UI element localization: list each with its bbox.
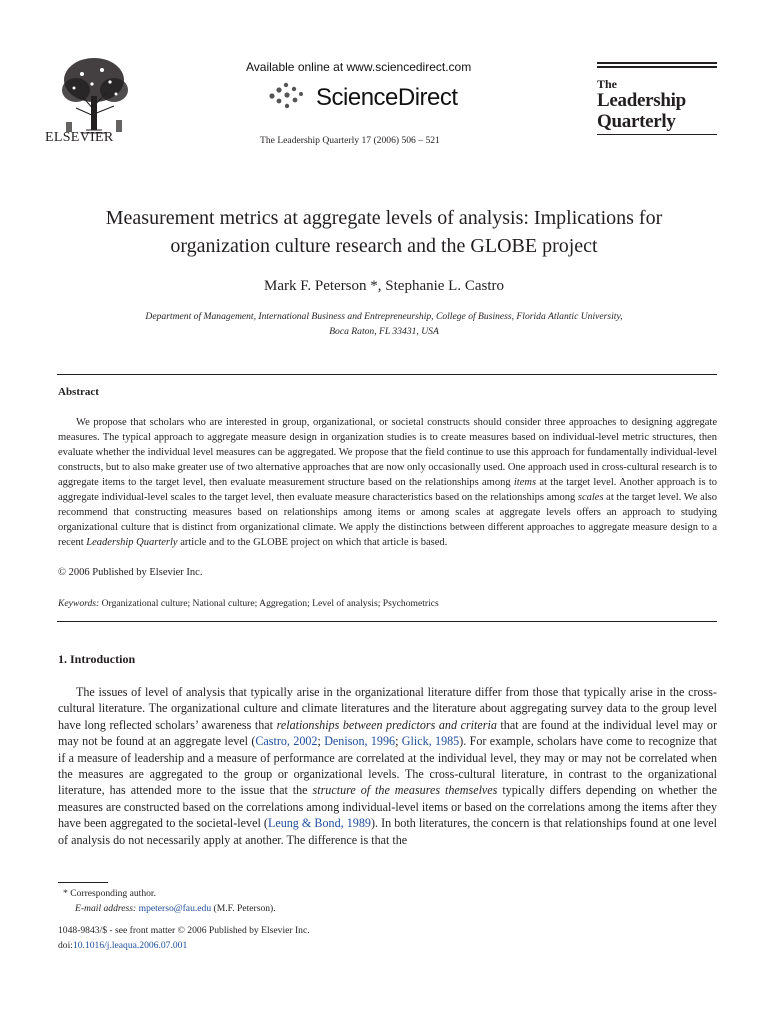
citation-link[interactable]: Denison, 1996 <box>324 734 396 749</box>
body-text-run: that are found at the individual level may or may not be found at an aggregate level ( <box>58 717 717 749</box>
body-text-run: typically differs depending on whether the measures are constructed based on the correlations among individual-level items or based on the correlations among the items after they have been aggregated to the societal-level ( <box>58 783 717 831</box>
doi-link[interactable]: 10.1016/j.leaqua.2006.07.001 <box>72 940 188 951</box>
footnote-marker: * <box>63 888 68 899</box>
email-label: E-mail address: <box>75 903 137 914</box>
section-heading: 1. Introduction <box>58 652 136 666</box>
article-title-line: Measurement metrics at aggregate levels of analysis: Implications for <box>105 207 663 229</box>
journal-citation: The Leadership Quarterly 17 (2006) 506 – 521 <box>260 135 440 146</box>
body-text-run: ). In both literatures, the concern is that relationships found at one level of analysis do not necessarily apply at another. The difference is that the <box>58 816 717 847</box>
keywords-label: Keywords: <box>58 598 100 609</box>
author-name: Stephanie L. Castro <box>385 278 505 294</box>
citation-link[interactable]: Castro, 2002 <box>255 734 318 749</box>
masthead-bottom-rule <box>597 134 717 135</box>
email-note <box>75 903 276 914</box>
email-link[interactable]: mpeterso@fau.edu <box>138 903 212 914</box>
corresponding-author-note <box>63 888 156 899</box>
corresponding-author-marker[interactable]: * <box>370 278 378 294</box>
introduction-paragraph <box>58 684 717 848</box>
email-suffix: (M.F. Peterson). <box>211 903 276 914</box>
sciencedirect-dots-icon <box>266 80 306 110</box>
abstract-text-run: at the target level. Another approach is to aggregate individual-level scales to the target level, then evaluate measure characteristics based on the relationships among <box>58 477 718 503</box>
body-text-run: ). For example, scholars have come to recognize that if a measure of leadership and a measure of performance are correlated at the individual level, they may or may not be correlated when the measures are aggregated to the group or organizational levels. The cross-cultural literature, in contrast to the organizational literature, has attended more to the issue that the <box>58 734 718 798</box>
author-separator: , <box>377 278 386 294</box>
keywords-line <box>58 598 439 609</box>
publisher-name: ELSEVIER <box>45 130 114 145</box>
keywords-list: Organizational culture; National culture; Aggregation; Level of analysis; Psychometrics <box>99 598 439 609</box>
abstract-text-run: We propose that scholars who are interested in group, organizational, or societal constructs should consider three approaches to designing aggregate measures. The typical approach to aggregate measure design in organization studies is to create measures based on individual-level metric structures, then evaluate whether the individual level measures can be aggregated. We propose that the field continue to use this approach for fundamentally individual-level constructs, but to also make greater use of two alternative approaches that are now only occasionally used. One approach used in cross-cultural research is to aggregate items to the target level, then evaluate measurement structure based on the relationships among <box>58 417 717 488</box>
journal-title-line: Leadership <box>597 90 686 111</box>
masthead-rule <box>597 66 717 68</box>
abstract-text <box>58 415 717 550</box>
citation-link[interactable]: Leung & Bond, 1989 <box>267 816 371 831</box>
abstract-emphasis: Leadership Quarterly <box>86 537 178 548</box>
masthead-rule <box>597 62 717 64</box>
footnote-rule <box>58 882 108 883</box>
body-text-run: ; <box>395 734 402 749</box>
body-emphasis: relationships between predictors and criteria <box>276 717 497 732</box>
citation-link[interactable]: Glick, 1985 <box>401 734 460 749</box>
footnote-text: Corresponding author. <box>67 888 156 899</box>
abstract-emphasis: items <box>513 477 537 488</box>
journal-title-line: Quarterly <box>597 111 676 132</box>
article-title <box>40 204 728 260</box>
affiliation-line: Boca Raton, FL 33431, USA <box>329 326 439 337</box>
abstract-top-rule <box>57 374 717 375</box>
doi-line <box>58 940 187 951</box>
abstract-text-run: article and to the GLOBE project on which that article is based. <box>177 537 448 548</box>
abstract-text-run: at the target level. We also recommend that constructing measures based on relationships among items or among scales at aggregate levels offers an approach to studying organizational culture that is distinct from organizational climate. We apply the distinctions between different approaches to aggregate measure design to a recent <box>58 492 717 548</box>
abstract-emphasis: scales <box>577 492 604 503</box>
body-text-run: The issues of level of analysis that typically arise in the organizational literature differ from those that typically arise in the cross-cultural literature. The organizational culture and climate literatures and the literature about aggregating survey data to the group level have long reflected scholars’ awareness that <box>58 685 717 732</box>
journal-title-the: The <box>597 77 618 91</box>
available-online-text: Available online at www.sciencedirect.com <box>246 60 472 74</box>
journal-title <box>597 90 717 132</box>
abstract-heading: Abstract <box>58 386 99 398</box>
sciencedirect-wordmark: ScienceDirect <box>316 84 458 111</box>
author-list <box>40 278 728 295</box>
abstract-bottom-rule <box>57 621 717 622</box>
article-title-line: organization culture research and the GLOBE project <box>170 235 598 257</box>
abstract-copyright: © 2006 Published by Elsevier Inc. <box>58 567 203 578</box>
body-emphasis: structure of the measures themselves <box>312 783 498 798</box>
issn-line: 1048-9843/$ - see front matter © 2006 Published by Elsevier Inc. <box>58 925 310 936</box>
doi-label: doi: <box>58 940 73 951</box>
journal-masthead <box>597 62 717 132</box>
author-affiliation <box>70 309 698 339</box>
author-name: Mark F. Peterson <box>263 278 367 294</box>
body-text-run: ; <box>317 734 325 749</box>
affiliation-line: Department of Management, International Business and Entrepreneurship, College of Business, Florida Atlantic University, <box>145 311 623 322</box>
